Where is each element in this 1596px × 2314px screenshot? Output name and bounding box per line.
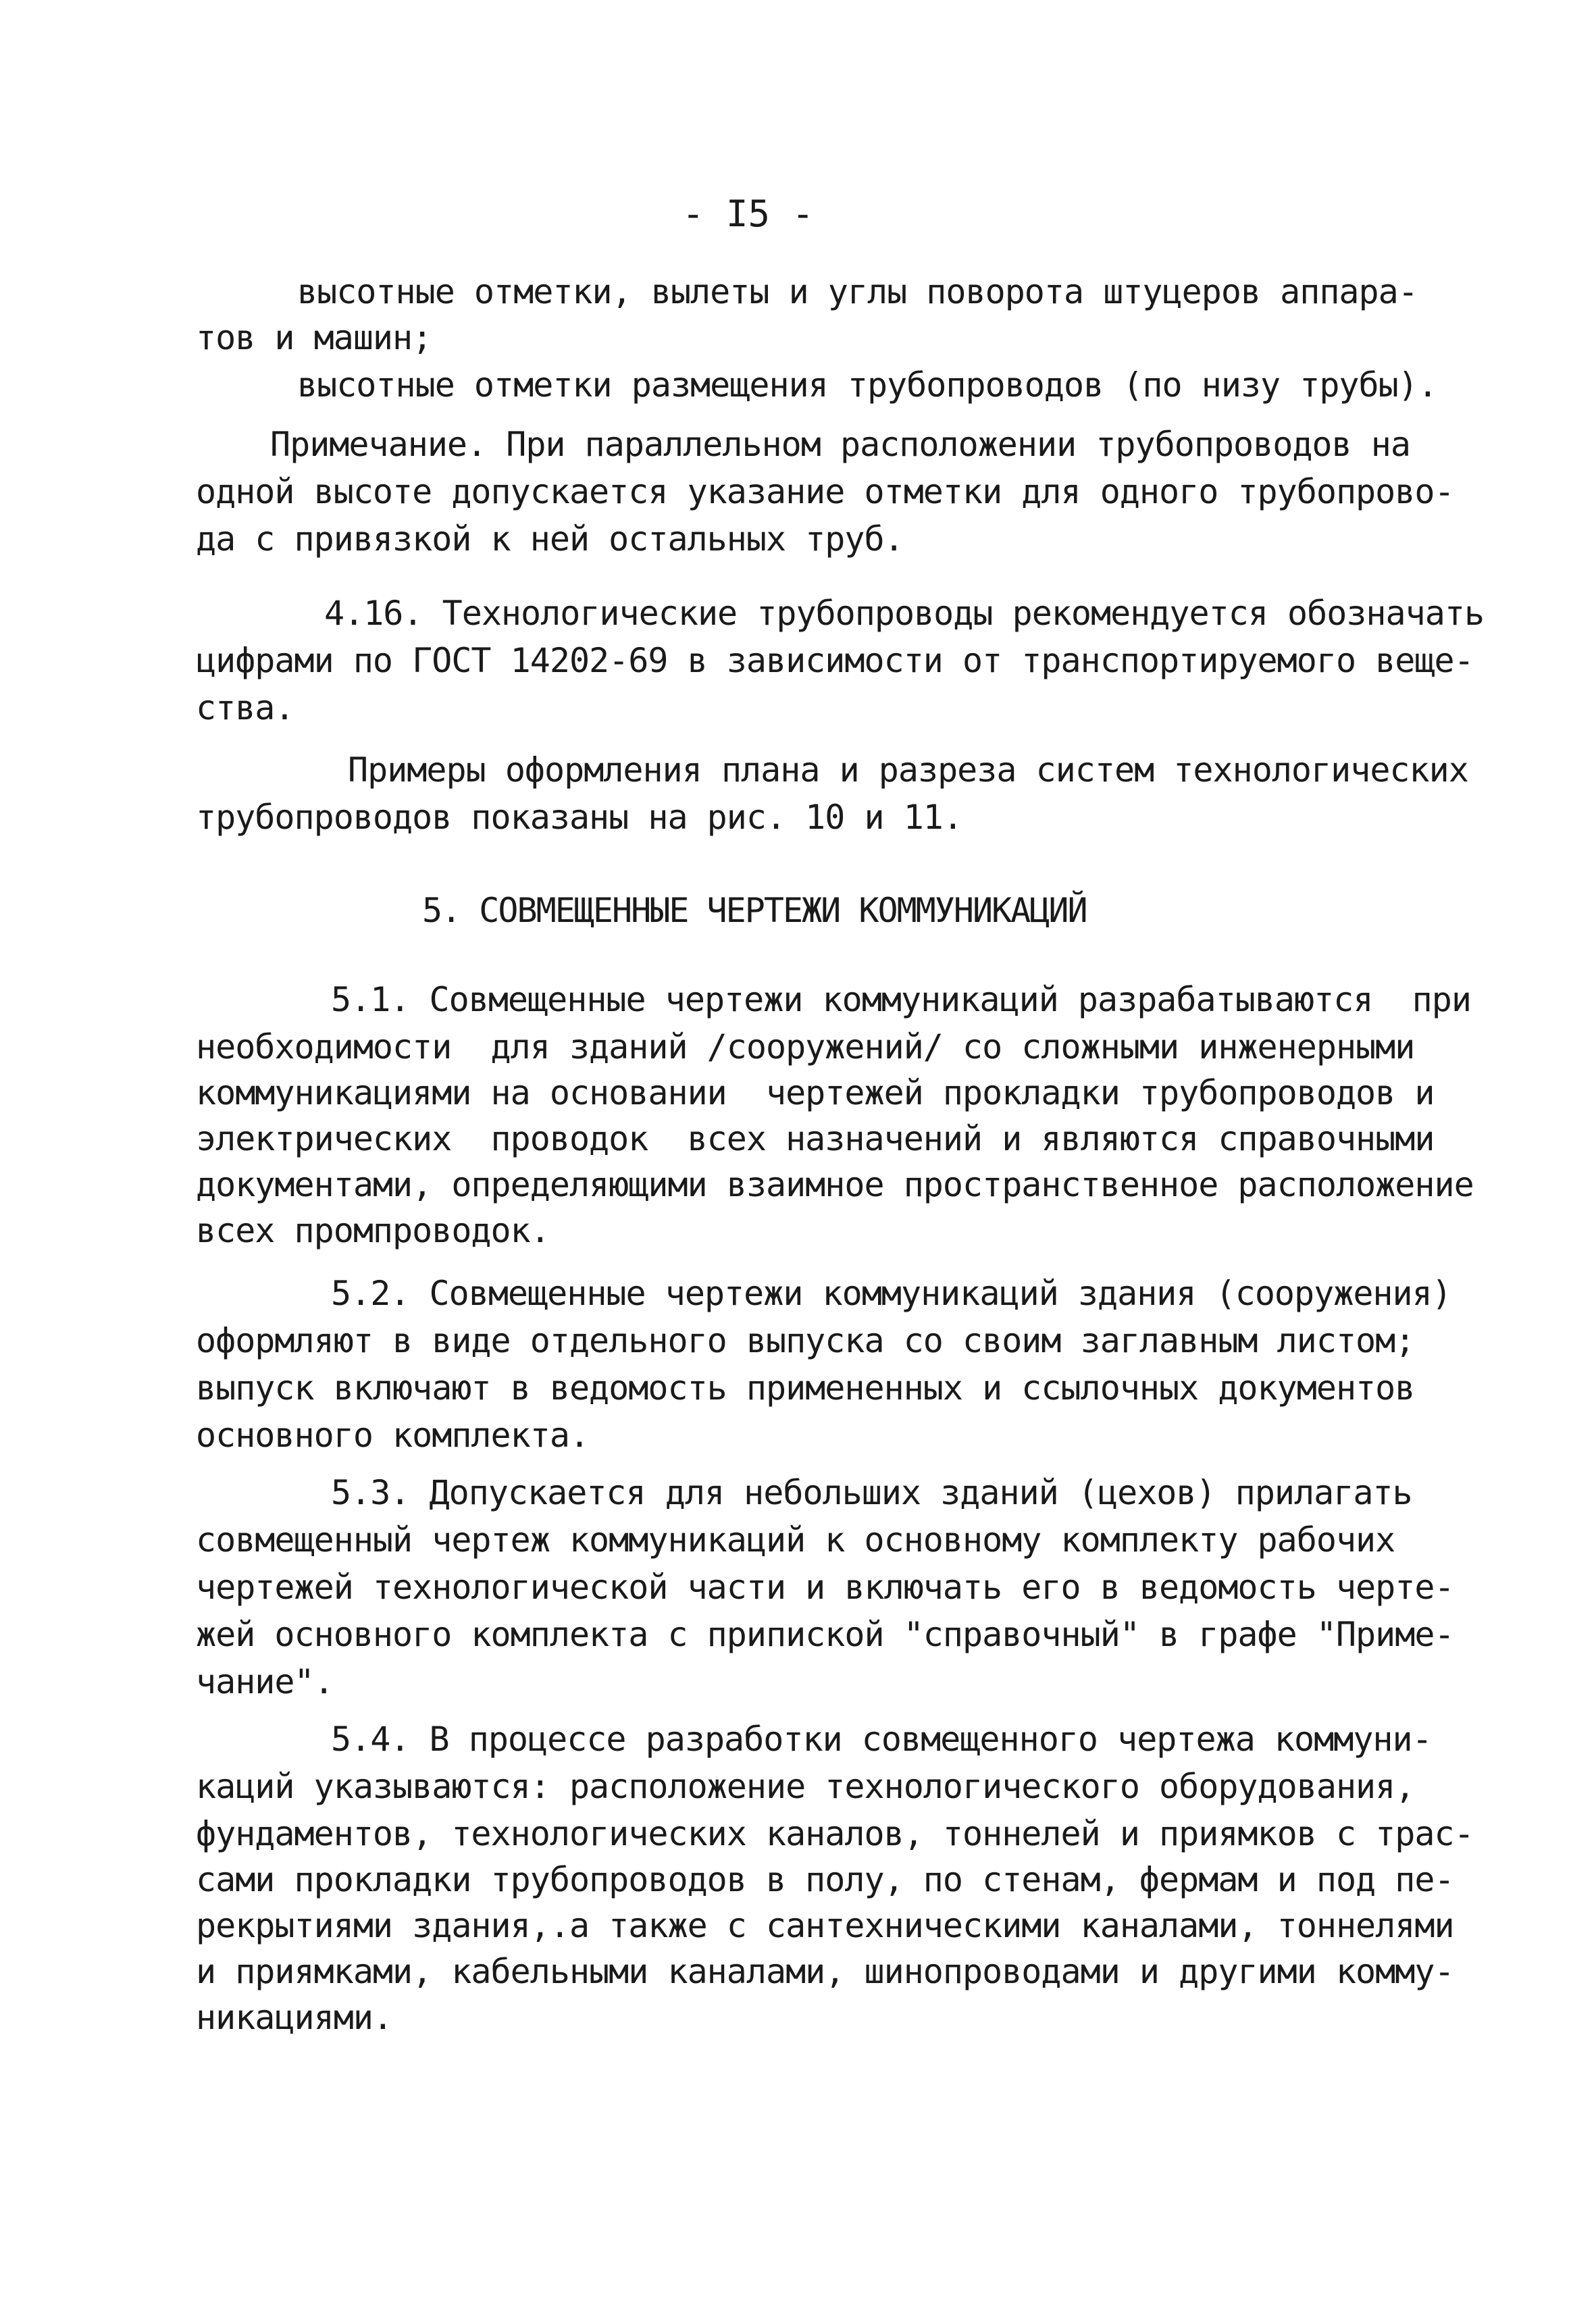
text-line: высотные отметки размещения трубопроводов (по низу трубы). — [297, 365, 1437, 405]
paragraph-5-1-line: необходимости для зданий /сооружений/ со сложными инженерными — [196, 1027, 1415, 1066]
paragraph-5-2-line: 5.2. Совмещенные чертежи коммуникаций здания (сооружения) — [331, 1274, 1451, 1313]
paragraph-5-1-line: электрических проводок всех назначений и являются справочными — [196, 1119, 1435, 1158]
text-line: высотные отметки, вылеты и углы поворота штуцеров аппара- — [297, 272, 1418, 311]
paragraph-5-2-line: выпуск включают в ведомость примененных и ссылочных документов — [196, 1368, 1415, 1408]
paragraph-4-16-line: ства. — [196, 688, 294, 727]
note-line: одной высоте допускается указание отметки для одного трубопрово- — [196, 472, 1454, 511]
paragraph-4-16-line: 4.16. Технологические трубопроводы рекомендуется обозначать — [324, 594, 1485, 633]
paragraph-5-1-line: коммуникациями на основании чертежей прокладки трубопроводов и — [196, 1073, 1435, 1112]
paragraph-5-3-line: 5.3. Допускается для небольших зданий (цехов) прилагать — [331, 1473, 1412, 1512]
paragraph-5-4-line: и приямками, кабельными каналами, шинопроводами и другими комму- — [196, 1952, 1454, 1991]
paragraph-5-2-line: основного комплекта. — [196, 1416, 590, 1455]
paragraph-5-3-line: чание". — [196, 1662, 334, 1701]
paragraph-5-3-line: совмещенный чертеж коммуникаций к основному комплекту рабочих — [196, 1520, 1395, 1560]
paragraph-5-4-line: каций указываются: расположение технологического оборудования, — [196, 1767, 1415, 1806]
paragraph-5-2-line: оформляют в виде отдельного выпуска со своим заглавным листом; — [196, 1321, 1415, 1360]
paragraph-5-4-line: фундаментов, технологических каналов, тоннелей и приямков с трас- — [196, 1814, 1474, 1853]
note-line: да с привязкой к ней остальных труб. — [196, 519, 904, 559]
paragraph-5-1-line: документами, определяющими взаимное пространственное расположение — [196, 1165, 1474, 1204]
paragraph-5-4-line: 5.4. В процессе разработки совмещенного чертежа коммуни- — [331, 1720, 1432, 1759]
paragraph-5-4-line: сами прокладки трубопроводов в полу, по стенам, фермам и под пе- — [196, 1860, 1454, 1899]
paragraph-5-3-line: жей основного комплекта с припиской "справочный" в графе "Приме- — [196, 1615, 1454, 1654]
paragraph-5-4-line: рекрытиями здания,.а также с сантехническими каналами, тоннелями — [196, 1906, 1454, 1945]
text-line: тов и машин; — [196, 318, 432, 357]
paragraph-4-16-line: цифрами по ГОСТ 14202-69 в зависимости от транспортируемого веще- — [196, 641, 1474, 680]
examples-line: Примеры оформления плана и разреза систем технологических — [348, 750, 1468, 790]
section-heading: 5. СОВМЕЩЕННЫЕ ЧЕРТЕЖИ КОММУНИКАЦИЙ — [422, 891, 1087, 930]
paragraph-5-1-line: 5.1. Совмещенные чертежи коммуникаций разрабатываются при — [331, 980, 1471, 1019]
note-line: Примечание. При параллельном расположении трубопроводов на — [270, 425, 1410, 464]
paragraph-5-4-line: никациями. — [196, 1998, 393, 2037]
examples-line: трубопроводов показаны на рис. 10 и 11. — [196, 798, 962, 837]
paragraph-5-3-line: чертежей технологической части и включать его в ведомость черте- — [196, 1568, 1454, 1607]
paragraph-5-1-line: всех промпроводок. — [196, 1211, 550, 1250]
page-number: - I5 - — [682, 192, 815, 235]
